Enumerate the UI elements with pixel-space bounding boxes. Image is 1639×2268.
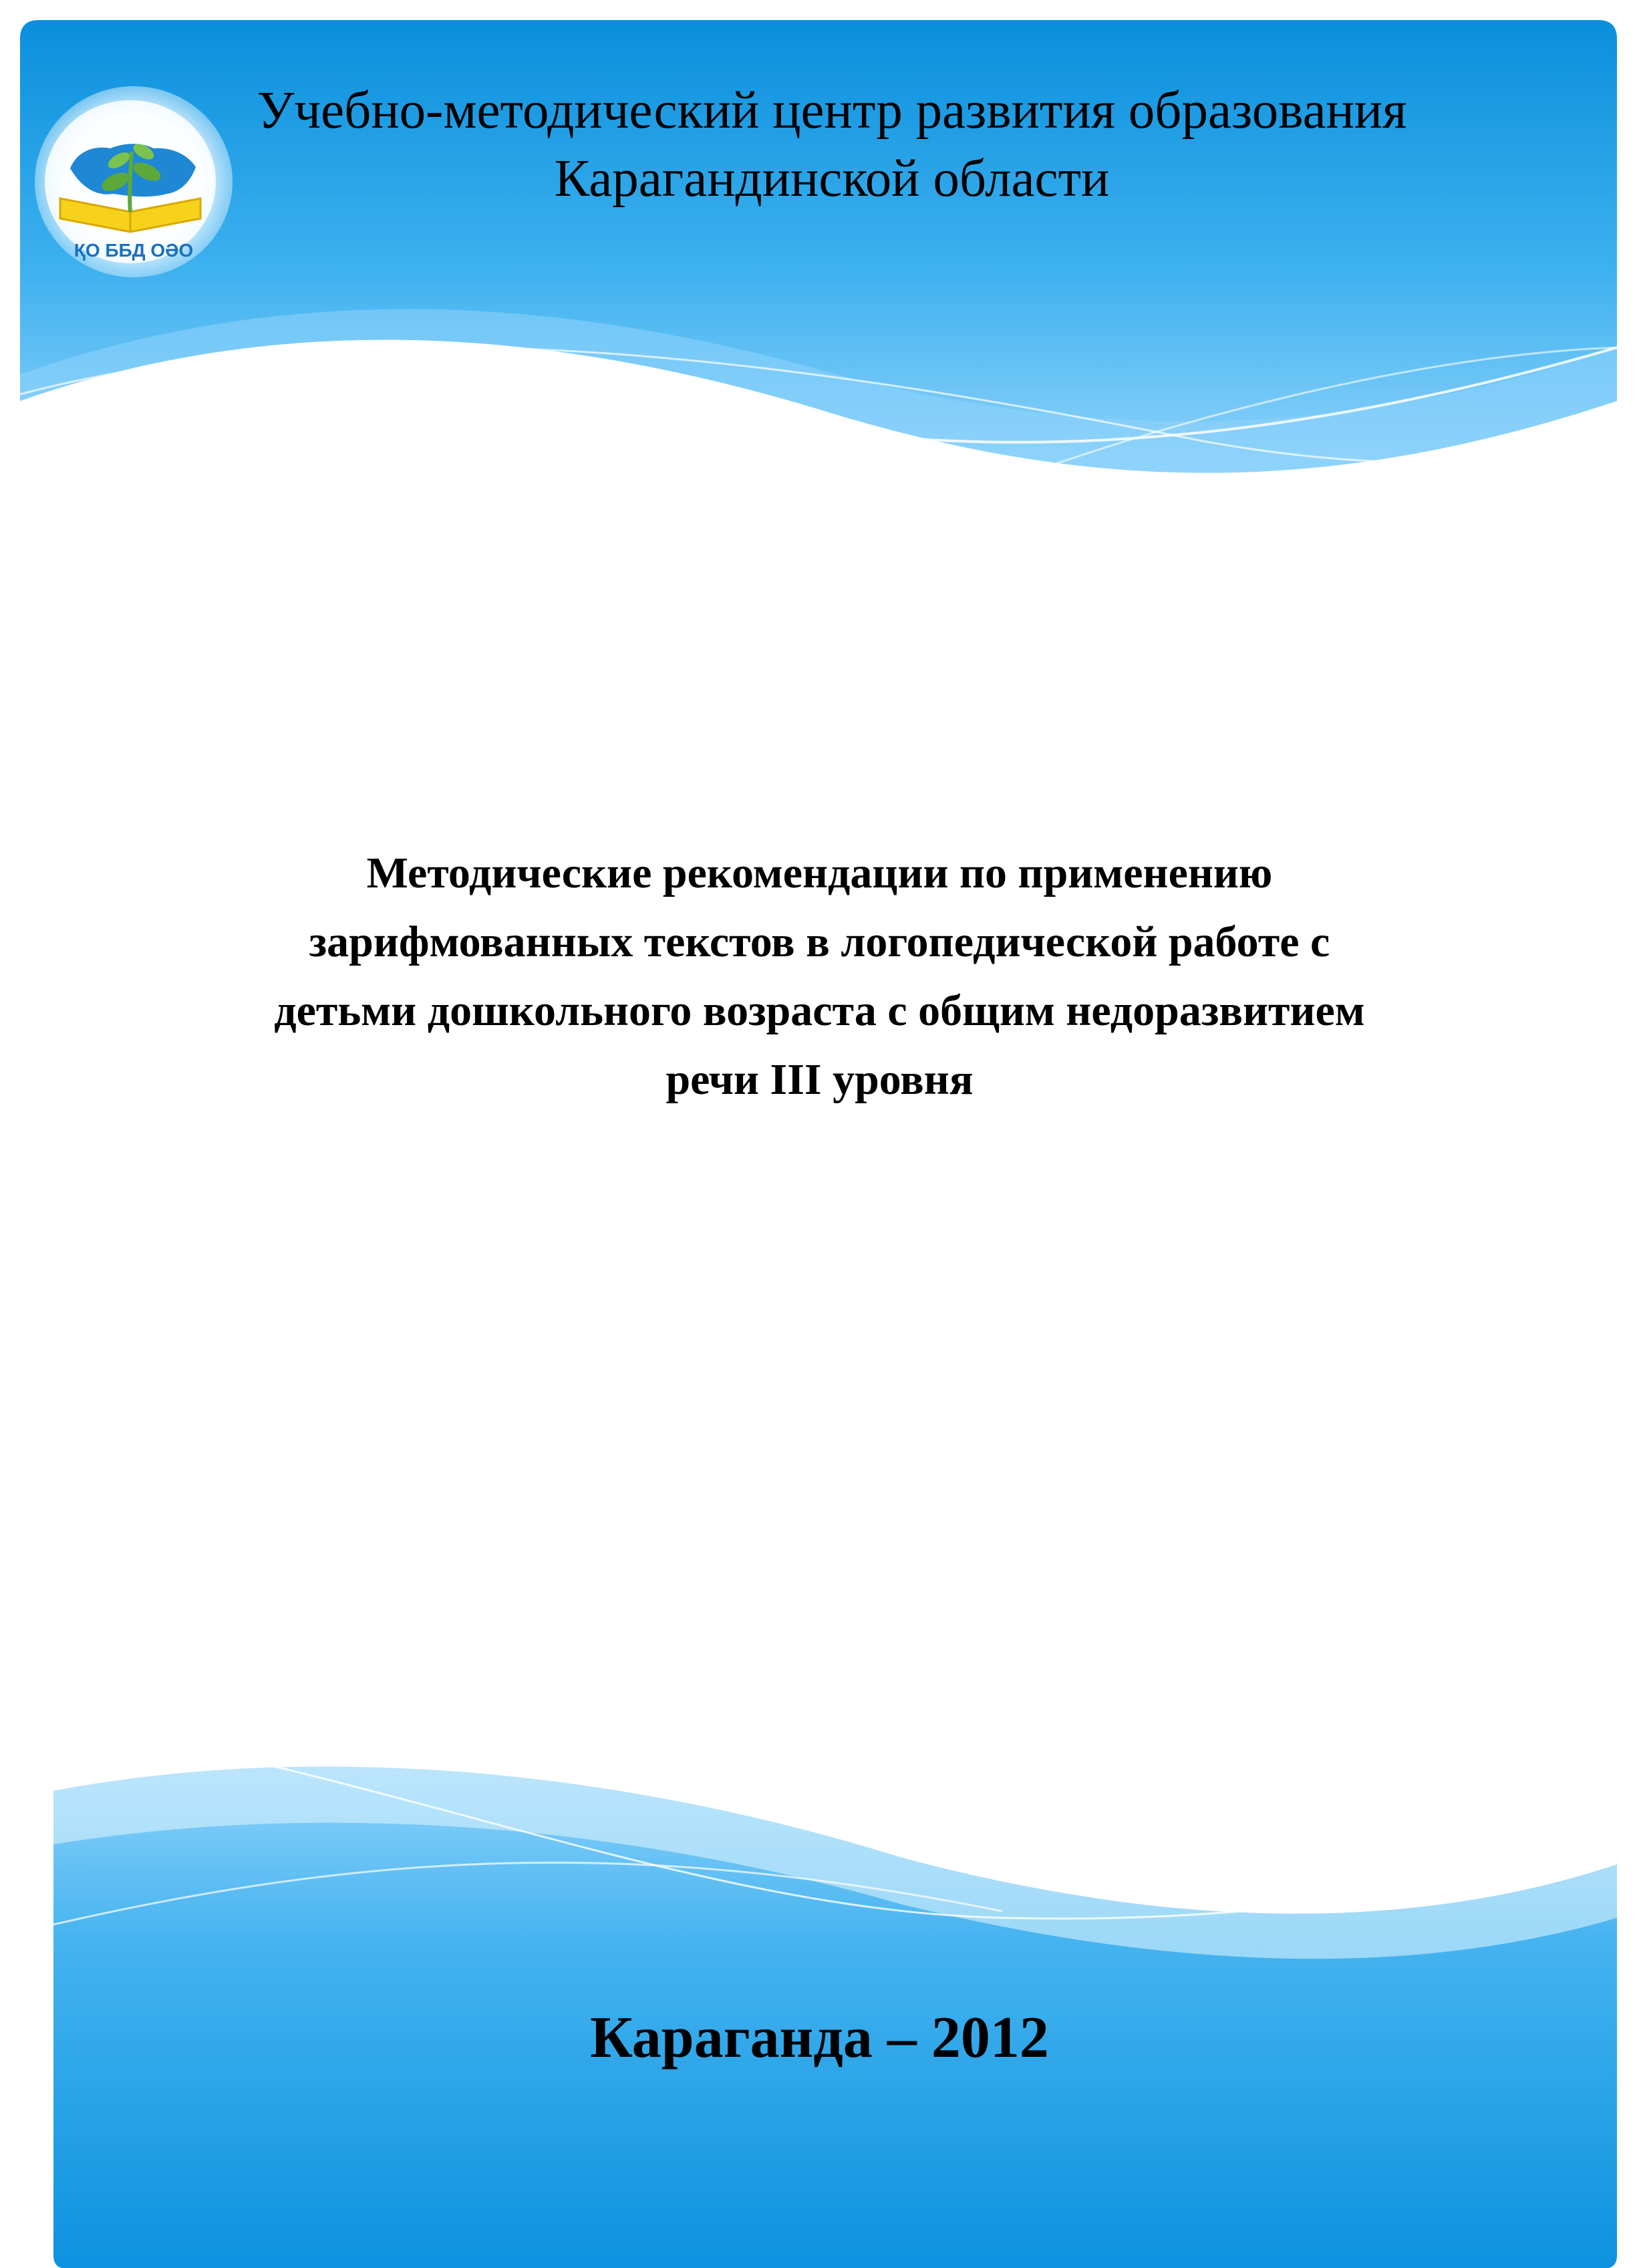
title-line-2: зарифмованных текстов в логопедической работе с: [309, 917, 1330, 966]
title-line-1: Методические рекомендации по применению: [366, 849, 1273, 897]
title-line-3: детьми дошкольного возраста с общим недоразвитием: [274, 986, 1365, 1035]
logo-text: ҚО ББД ОӘО: [73, 240, 194, 261]
header-line-2: Карагандинской области: [554, 150, 1110, 208]
place-and-year: Караганда – 2012: [590, 2005, 1049, 2070]
document-title: [134, 839, 1505, 1114]
header-line-1: Учебно-методический центр развития образования: [257, 82, 1407, 140]
organization-header: [160, 77, 1503, 213]
title-line-4: речи III уровня: [665, 1055, 974, 1104]
